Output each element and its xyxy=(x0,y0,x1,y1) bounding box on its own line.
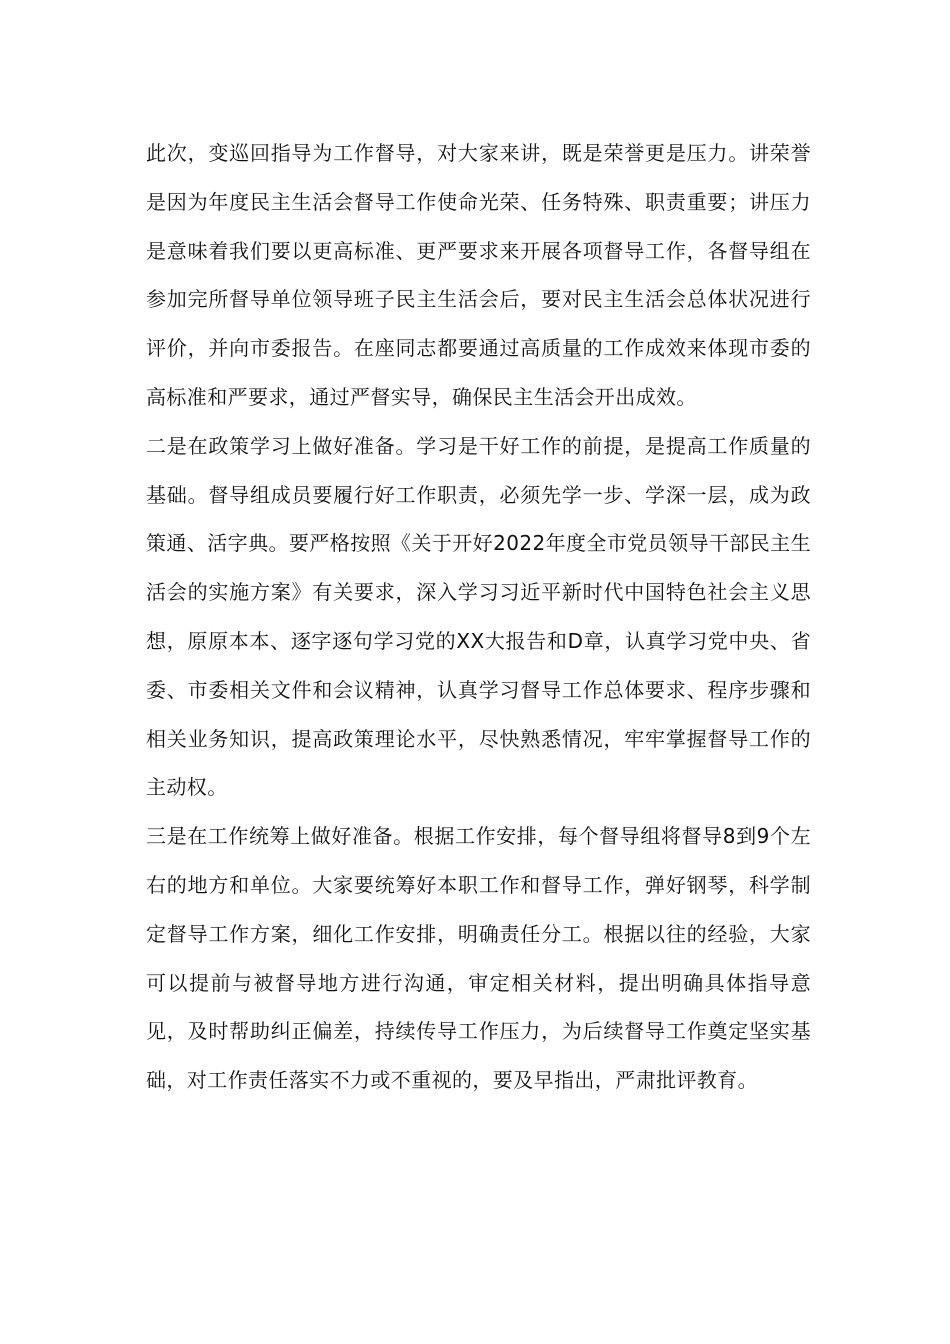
paragraph-honor-pressure: 此次，变巡回指导为工作督导，对大家来讲，既是荣誉更是压力。讲荣誉是因为年度民主生活会督导工作使命光荣、任务特殊、职责重要；讲压力是意味着我们要以更高标准、更严要求来开展各项督导工作，各督导组在参加完所督导单位领导班子民主生活会后，要对民主生活会总体状况进行评价，并向市委报告。在座同志都要通过高质量的工作成效来体现市委的高标准和严要求，通过严督实导，确保民主生活会开出成效。 xyxy=(146,141,811,409)
document-body xyxy=(146,129,811,1105)
paragraph-work-coordination: 三是在工作统筹上做好准备。根据工作安排，每个督导组将督导8到9个左右的地方和单位。大家要统筹好本职工作和督导工作，弹好钢琴，科学制定督导工作方案，细化工作安排，明确责任分工。根据以往的经验，大家可以提前与被督导地方进行沟通，审定相关材料，提出明确具体指导意见，及时帮助纠正偏差，持续传导工作压力，为后续督导工作奠定坚实基础，对工作责任落实不力或不重视的，要及早指出，严肃批评教育。 xyxy=(146,824,811,1093)
paragraph-policy-study: 二是在政策学习上做好准备。学习是干好工作的前提，是提高工作质量的基础。督导组成员要履行好工作职责，必须先学一步、学深一层，成为政策通、活字典。要严格按照《关于开好2022年度全市党员领导干部民主生活会的实施方案》有关要求，深入学习习近平新时代中国特色社会主义思想，原原本本、逐字逐句学习党的XX大报告和D章，认真学习党中央、省委、市委相关文件和会议精神，认真学习督导工作总体要求、程序步骤和相关业务知识，提高政策理论水平，尽快熟悉情况，牢牢掌握督导工作的主动权。 xyxy=(146,433,811,800)
